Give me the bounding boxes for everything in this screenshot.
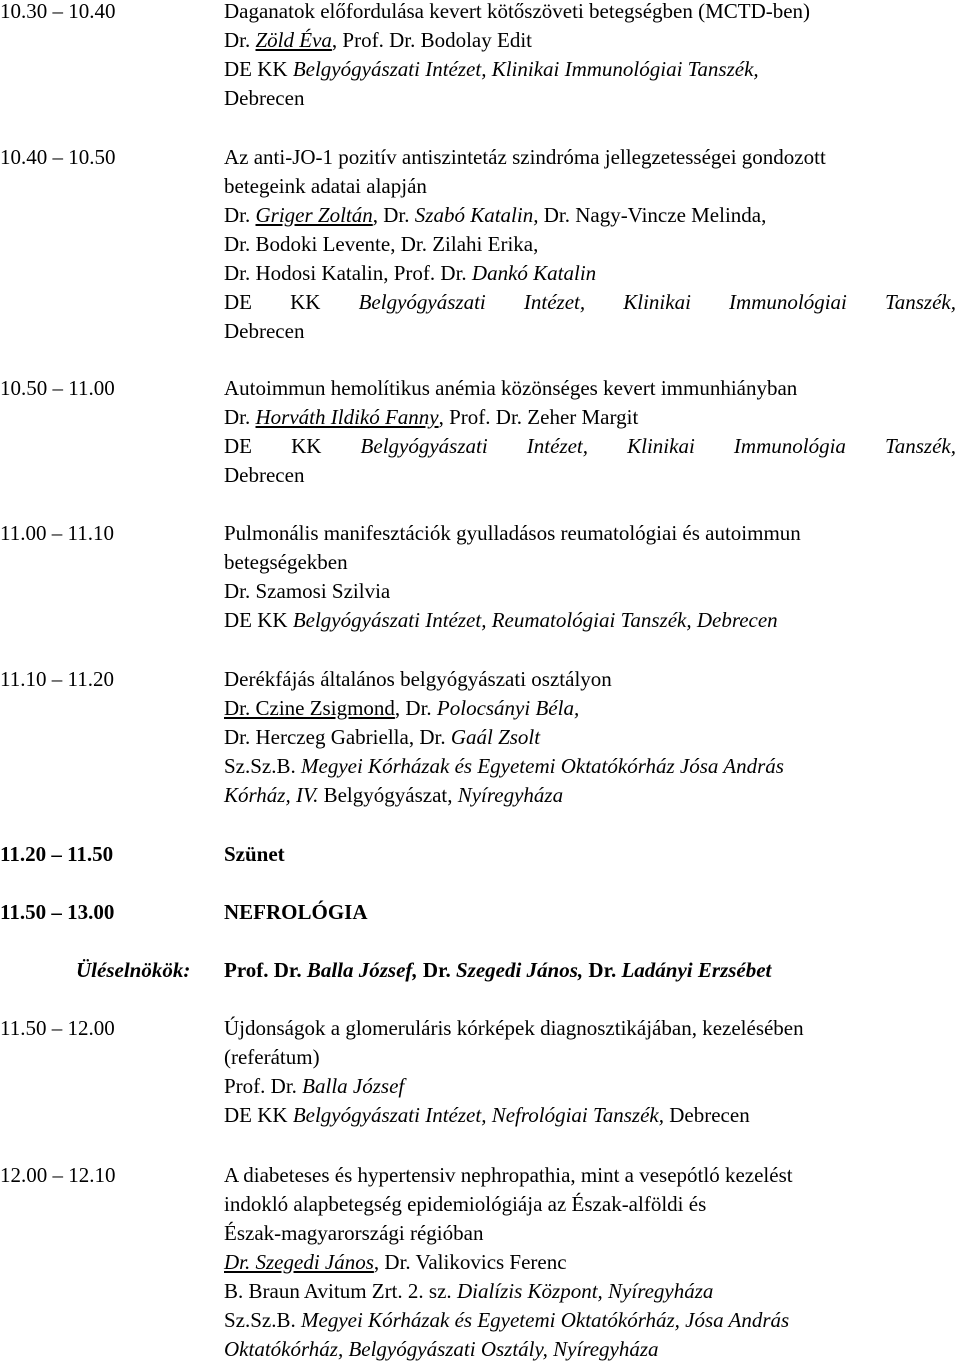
time-slot: 12.00 – 12.10 xyxy=(0,1163,116,1187)
talk-title: Az anti-JO-1 pozitív antiszintetáz szindróma jellegzetességei gondozott xyxy=(224,145,826,169)
talk-authors: Dr. Griger Zoltán, Dr. Szabó Katalin, Dr. Nagy-Vincze Melinda, xyxy=(224,203,767,227)
talk-title: (referátum) xyxy=(224,1045,320,1069)
talk-institution: DE KK Belgyógyászati Intézet, Reumatológiai Tanszék, Debrecen xyxy=(224,608,778,632)
entry-content xyxy=(224,1161,956,1364)
time-slot: 10.40 – 10.50 xyxy=(0,145,116,169)
entry-content xyxy=(224,1014,956,1130)
break-label: Szünet xyxy=(224,842,285,866)
talk-institution: DE KK Belgyógyászati Intézet, Klinikai Immunológiai Tanszék, xyxy=(224,57,759,81)
talk-authors: Dr. Szamosi Szilvia xyxy=(224,579,391,603)
talk-city: Debrecen xyxy=(224,86,305,110)
chairs-label: Üléselnökök: xyxy=(76,958,191,982)
talk-institution: Kórház, IV. Belgyógyászat, Nyíregyháza xyxy=(224,783,564,807)
talk-institution: Sz.Sz.B. Megyei Kórházak és Egyetemi Oktatókórház Jósa András xyxy=(224,754,784,778)
entry-content xyxy=(224,374,956,490)
talk-title: betegeink adatai alapján xyxy=(224,174,427,198)
entry-content xyxy=(224,898,956,927)
talk-title: Pulmonális manifesztációk gyulladásos reumatológiai és autoimmun xyxy=(224,521,801,545)
talk-title: betegségekben xyxy=(224,550,348,574)
time-slot: 11.20 – 11.50 xyxy=(0,842,114,866)
talk-institution: Oktatókórház, Belgyógyászati Osztály, Nyíregyháza xyxy=(224,1337,659,1361)
talk-authors: Prof. Dr. Balla József xyxy=(224,1074,405,1098)
talk-title: A diabeteses és hypertensiv nephropathia, mint a vesepótló kezelést xyxy=(224,1163,793,1187)
talk-title: Derékfájás általános belgyógyászati osztályon xyxy=(224,667,612,691)
talk-authors: Dr. Herczeg Gabriella, Dr. Gaál Zsolt xyxy=(224,725,541,749)
talk-title: Újdonságok a glomeruláris kórképek diagnosztikájában, kezelésében xyxy=(224,1016,804,1040)
time-slot: 10.30 – 10.40 xyxy=(0,0,116,23)
talk-title: Észak-magyarországi régióban xyxy=(224,1221,484,1245)
entry-content xyxy=(224,840,956,869)
talk-institution: B. Braun Avitum Zrt. 2. sz. Dialízis Központ, Nyíregyháza xyxy=(224,1279,714,1303)
talk-authors: Dr. Bodoki Levente, Dr. Zilahi Erika, xyxy=(224,232,539,256)
time-slot: 11.50 – 13.00 xyxy=(0,900,115,924)
entry-content xyxy=(224,143,956,346)
time-slot: 11.50 – 12.00 xyxy=(0,1016,115,1040)
talk-title: Daganatok előfordulása kevert kötőszöveti betegségben (MCTD-ben) xyxy=(224,0,811,23)
talk-institution: DE KK Belgyógyászati Intézet, Nefrológiai Tanszék, Debrecen xyxy=(224,1103,750,1127)
talk-authors: Dr. Czine Zsigmond, Dr. Polocsányi Béla, xyxy=(224,696,580,720)
talk-city: Debrecen xyxy=(224,463,305,487)
talk-city: Debrecen xyxy=(224,319,305,343)
talk-authors: Dr. Zöld Éva, Prof. Dr. Bodolay Edit xyxy=(224,28,532,52)
talk-authors: Dr. Szegedi János, Dr. Valikovics Ferenc xyxy=(224,1250,567,1274)
entry-content xyxy=(224,0,956,113)
talk-institution: DE KK Belgyógyászati Intézet, Klinikai Immunológiai Tanszék, xyxy=(224,290,956,314)
entry-content xyxy=(224,519,956,635)
chairs-names: Prof. Dr. Balla József, Dr. Szegedi János, Dr. Ladányi Erzsébet xyxy=(224,958,772,982)
talk-institution: DE KK Belgyógyászati Intézet, Klinikai Immunológia Tanszék, xyxy=(224,434,956,458)
time-slot: 11.00 – 11.10 xyxy=(0,521,114,545)
time-slot: 11.10 – 11.20 xyxy=(0,667,114,691)
entry-content xyxy=(224,665,956,810)
time-slot: 10.50 – 11.00 xyxy=(0,376,115,400)
talk-authors: Dr. Horváth Ildikó Fanny, Prof. Dr. Zeher Margit xyxy=(224,405,639,429)
talk-title: indokló alapbetegség epidemiológiája az Észak-alföldi és xyxy=(224,1192,707,1216)
talk-institution: Sz.Sz.B. Megyei Kórházak és Egyetemi Oktatókórház, Jósa András xyxy=(224,1308,790,1332)
talk-authors: Dr. Hodosi Katalin, Prof. Dr. Dankó Katalin xyxy=(224,261,597,285)
section-heading: NEFROLÓGIA xyxy=(224,900,368,924)
talk-title: Autoimmun hemolítikus anémia közönséges kevert immunhiányban xyxy=(224,376,798,400)
